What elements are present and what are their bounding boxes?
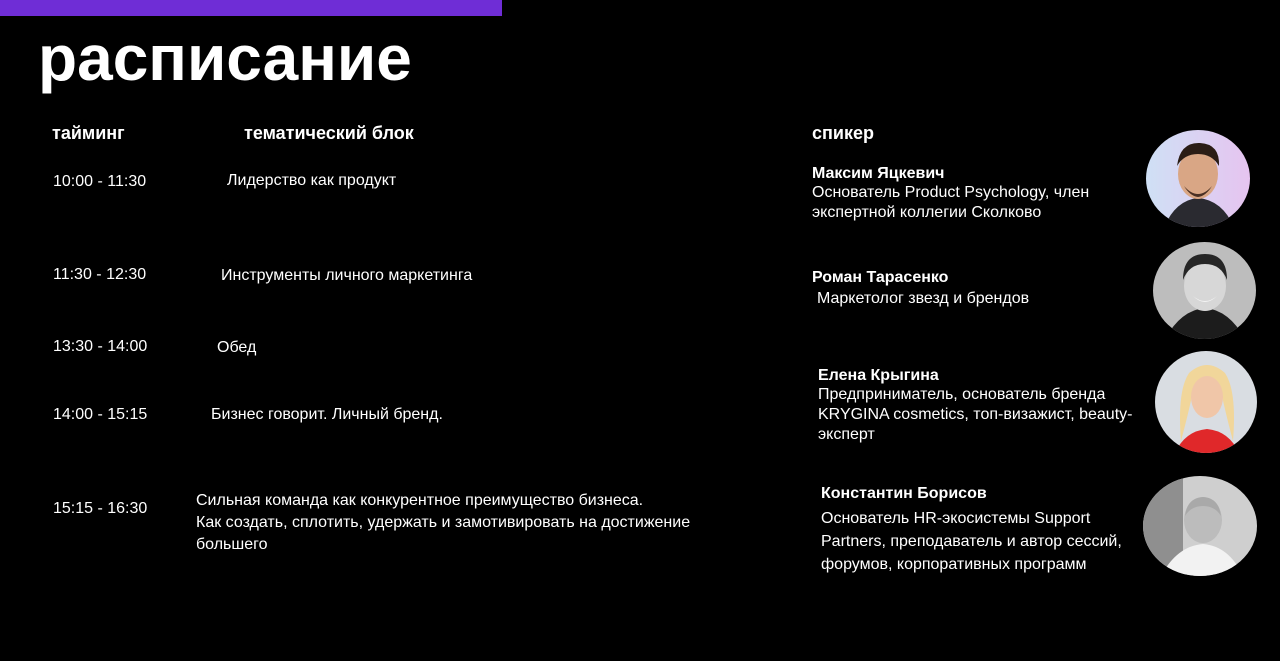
topic-block: Лидерство как продукт — [227, 172, 397, 189]
topic-line: большего — [196, 536, 268, 553]
time-slot: 14:00 - 15:15 — [53, 406, 148, 423]
header-timing: тайминг — [52, 123, 125, 143]
topic-line: Как создать, сплотить, удержать и замотивировать на достижение — [196, 514, 691, 531]
speaker-name: Елена Крыгина — [818, 367, 939, 384]
speaker-name: Роман Тарасенко — [812, 269, 949, 286]
speaker-name: Максим Яцкевич — [812, 165, 945, 182]
page-title: расписание — [38, 22, 412, 94]
speaker-name: Константин Борисов — [821, 485, 987, 502]
topic-line: Сильная команда как конкурентное преимущество бизнеса. — [196, 492, 644, 509]
topic-block: Обед — [217, 339, 257, 356]
header-topic: тематический блок — [244, 123, 414, 143]
topic-block — [196, 490, 690, 556]
speaker-avatar-photo — [1155, 351, 1257, 453]
time-slot: 15:15 - 16:30 — [53, 500, 148, 517]
speaker-role: Предприниматель, основатель бренда KRYGINA cosmetics, топ-визажист, beauty- эксперт — [818, 386, 1133, 443]
speaker-role: Маркетолог звезд и брендов — [817, 290, 1030, 307]
topic-block: Инструменты личного маркетинга — [221, 267, 473, 284]
header-speaker: спикер — [812, 123, 874, 143]
speaker-role: Основатель Product Psychology, член экспертной коллегии Сколково — [812, 184, 1090, 221]
speaker-avatar-photo — [1153, 242, 1256, 339]
speaker-role: Основатель HR-экосистемы Support Partners, преподаватель и автор сессий, форумов, корпоративных программ — [821, 510, 1122, 573]
time-slot: 10:00 - 11:30 — [53, 173, 147, 190]
accent-bar — [0, 0, 502, 16]
time-slot: 11:30 - 12:30 — [53, 266, 147, 283]
speaker-avatar-photo — [1146, 130, 1250, 227]
speaker-avatar-photo — [1143, 476, 1257, 576]
time-slot: 13:30 - 14:00 — [53, 338, 148, 355]
topic-block: Бизнес говорит. Личный бренд. — [211, 406, 443, 423]
